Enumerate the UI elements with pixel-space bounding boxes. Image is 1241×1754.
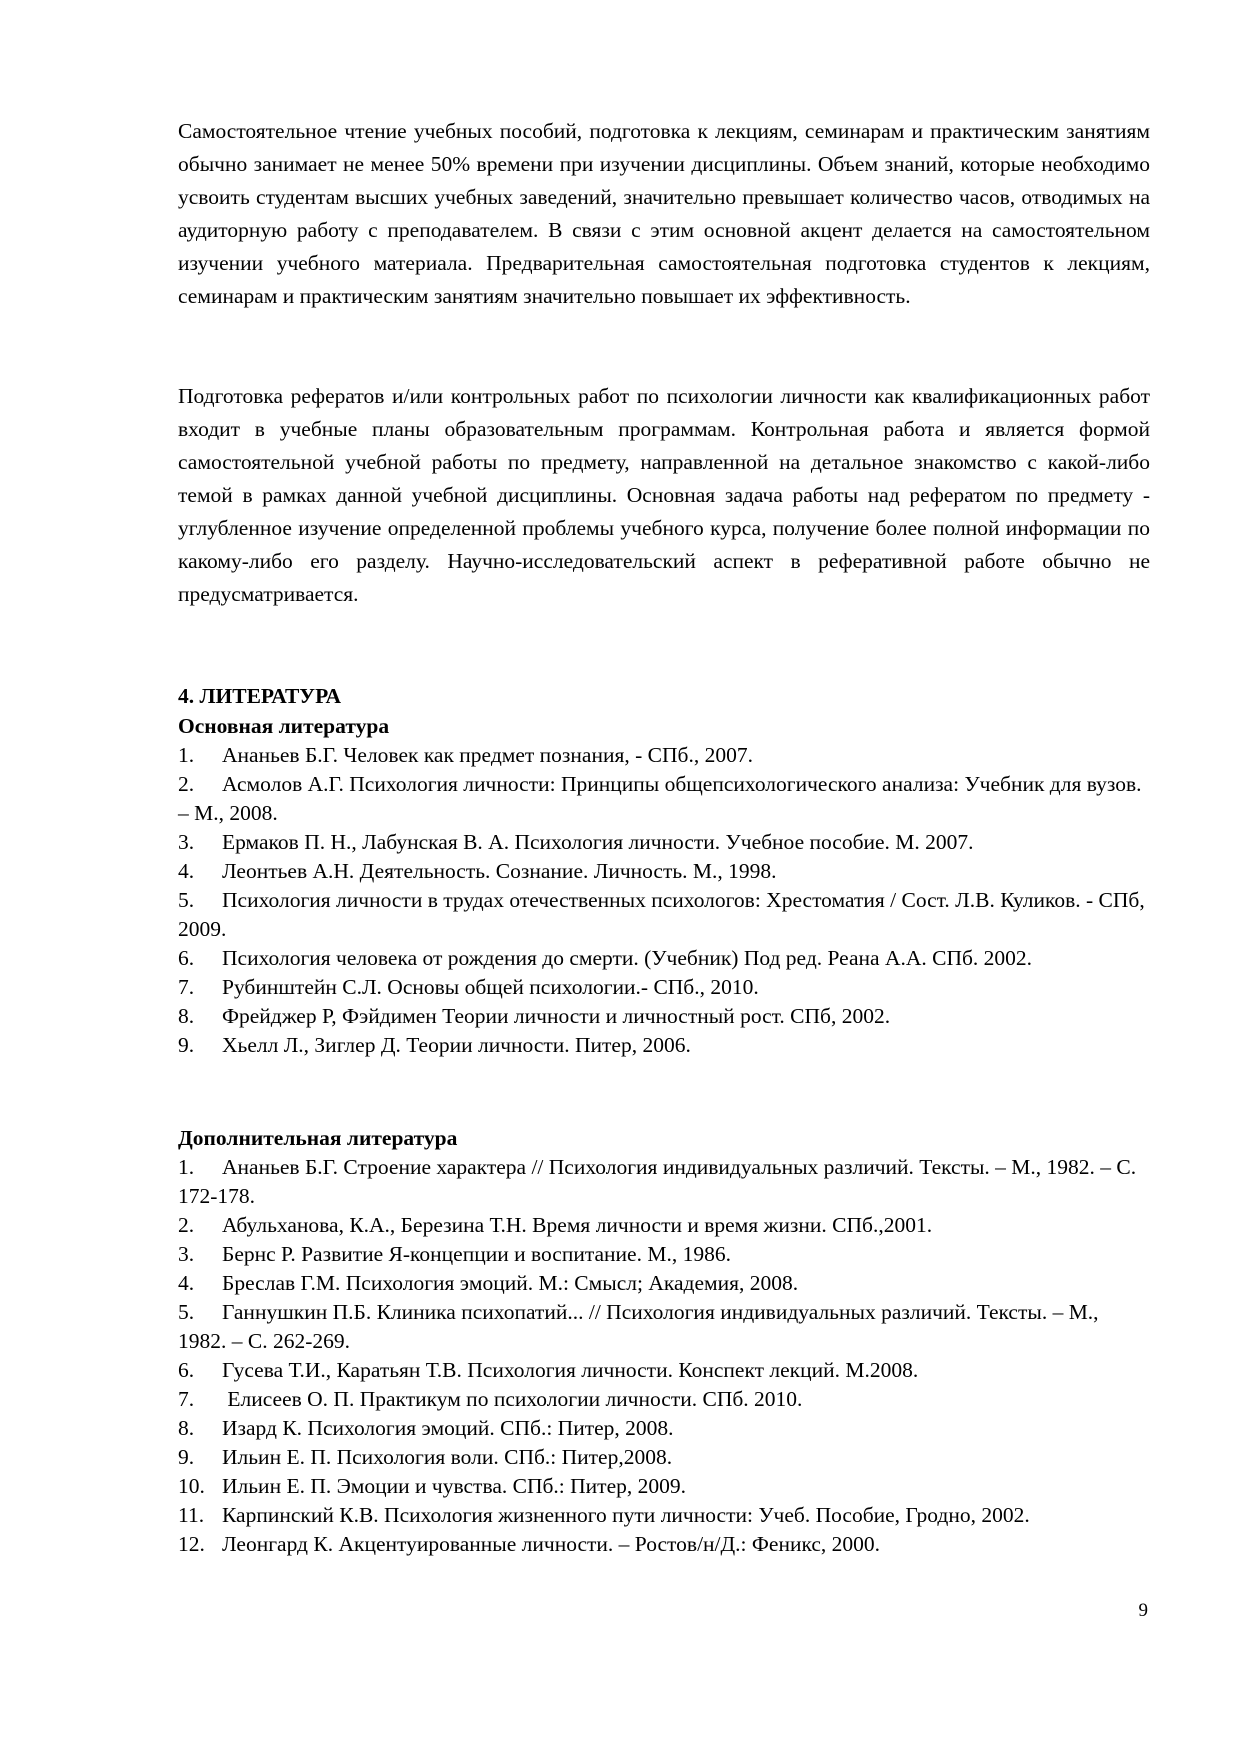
- extra-literature-list: [178, 1153, 1150, 1559]
- reference-text: Хьелл Л., Зиглер Д. Теории личности. Питер, 2006.: [222, 1033, 691, 1057]
- reference-item: [178, 973, 1150, 1002]
- reference-number: 2.: [178, 1213, 195, 1237]
- reference-number: 4.: [178, 859, 195, 883]
- reference-number: 10.: [178, 1474, 205, 1498]
- reference-item: [178, 1153, 1150, 1211]
- section-title: 4. ЛИТЕРАТУРА: [178, 684, 341, 708]
- reference-text: Карпинский К.В. Психология жизненного пути личности: Учеб. Пособие, Гродно, 2002.: [222, 1503, 1030, 1527]
- reference-number: 6.: [178, 946, 195, 970]
- reference-number: 1.: [178, 1155, 195, 1179]
- reference-number: 1.: [178, 743, 195, 767]
- reference-item: [178, 1002, 1150, 1031]
- reference-item: [178, 1530, 1150, 1559]
- reference-number: 9.: [178, 1445, 195, 1469]
- reference-text: Изард К. Психология эмоций. СПб.: Питер, 2008.: [222, 1416, 674, 1440]
- reference-item: [178, 1269, 1150, 1298]
- reference-text: Ананьев Б.Г. Человек как предмет познания, - СПб., 2007.: [222, 743, 753, 767]
- reference-number: 8.: [178, 1004, 195, 1028]
- reference-item: [178, 944, 1150, 973]
- reference-text: Психология личности в трудах отечественных психологов: Хрестоматия / Сост. Л.В. Куликов. - СПб, 2009.: [178, 888, 1145, 941]
- reference-number: 8.: [178, 1416, 195, 1440]
- reference-number: 7.: [178, 975, 195, 999]
- reference-text: Психология человека от рождения до смерти. (Учебник) Под ред. Реана А.А. СПб. 2002.: [222, 946, 1033, 970]
- reference-text: Бреслав Г.М. Психология эмоций. М.: Смысл; Академия, 2008.: [222, 1271, 799, 1295]
- reference-item: [178, 1414, 1150, 1443]
- extra-literature-section: [178, 1123, 1150, 1559]
- reference-text: Гусева Т.И., Каратьян Т.В. Психология личности. Конспект лекций. М.2008.: [222, 1358, 919, 1382]
- extra-literature-title: Дополнительная литература: [178, 1126, 458, 1150]
- reference-item: [178, 1385, 1150, 1414]
- reference-number: 2.: [178, 772, 195, 796]
- reference-text: Ильин Е. П. Психология воли. СПб.: Питер,2008.: [222, 1445, 673, 1469]
- reference-text: Бернс Р. Развитие Я-концепции и воспитание. М., 1986.: [222, 1242, 731, 1266]
- reference-text: Леонтьев А.Н. Деятельность. Сознание. Личность. М., 1998.: [222, 859, 777, 883]
- page-number: 9: [1138, 1600, 1148, 1621]
- reference-number: 7.: [178, 1387, 195, 1411]
- reference-item: [178, 1501, 1150, 1530]
- main-literature-list: [178, 741, 1150, 1060]
- reference-item: [178, 1211, 1150, 1240]
- reference-text: Ермаков П. Н., Лабунская В. А. Психология личности. Учебное пособие. М. 2007.: [222, 830, 974, 854]
- reference-text: Ильин Е. П. Эмоции и чувства. СПб.: Питер, 2009.: [222, 1474, 686, 1498]
- paragraph-2-block: [178, 380, 1150, 611]
- main-literature-title: Основная литература: [178, 714, 390, 738]
- literature-section: [178, 681, 1150, 1060]
- reference-item: [178, 741, 1150, 770]
- reference-number: 3.: [178, 1242, 195, 1266]
- reference-item: [178, 770, 1150, 828]
- reference-item: [178, 1356, 1150, 1385]
- reference-number: 3.: [178, 830, 195, 854]
- reference-item: [178, 1240, 1150, 1269]
- reference-text: Леонгард К. Акцентуированные личности. – Ростов/н/Д.: Феникс, 2000.: [222, 1532, 881, 1556]
- reference-text: Асмолов А.Г. Психология личности: Принципы общепсихологического анализа: Учебник для вузов. – М., 2008.: [178, 772, 1142, 825]
- reference-text: Ананьев Б.Г. Строение характера // Психология индивидуальных различий. Тексты. – М., 1982. – С. 172-178.: [178, 1155, 1137, 1208]
- reference-item: [178, 1472, 1150, 1501]
- reference-number: 12.: [178, 1532, 205, 1556]
- reference-number: 6.: [178, 1358, 195, 1382]
- reference-number: 5.: [178, 1300, 195, 1324]
- reference-number: 9.: [178, 1033, 195, 1057]
- paragraph: Самостоятельное чтение учебных пособий, подготовка к лекциям, семинарам и практическим занятиям обычно занимает не менее 50% времени при изучении дисциплины. Объем знаний, которые необходимо усвоить студентам высших учебных заведений, значительно превышает количество часов, отводимых на аудиторную работу с преподавателем. В связи с этим основной акцент делается на самостоятельном изучении учебного материала. Предварительная самостоятельная подготовка студентов к лекциям, семинарам и практическим занятиям значительно повышает их эффективность.: [178, 119, 1150, 308]
- reference-item: [178, 886, 1150, 944]
- reference-text: Ганнушкин П.Б. Клиника психопатий... // Психология индивидуальных различий. Тексты. – М., 1982. – С. 262-269.: [178, 1300, 1099, 1353]
- reference-number: 5.: [178, 888, 195, 912]
- reference-item: [178, 1443, 1150, 1472]
- reference-item: [178, 1298, 1150, 1356]
- reference-number: 11.: [178, 1503, 205, 1527]
- reference-item: [178, 857, 1150, 886]
- reference-text: Рубинштейн С.Л. Основы общей психологии.- СПб., 2010.: [222, 975, 759, 999]
- paragraph: Подготовка рефератов и/или контрольных работ по психологии личности как квалификационных работ входит в учебные планы образовательным программам. Контрольная работа и является формой самостоятельной учебной работы по предмету, направленной на детальное знакомство с какой-либо темой в рамках данной учебной дисциплины. Основная задача работы над рефератом по предмету - углубленное изучение определенной проблемы учебного курса, получение более полной информации по какому-либо его разделу. Научно-исследовательский аспект в реферативной работе обычно не предусматривается.: [178, 384, 1150, 606]
- reference-text: Абульханова, К.А., Березина Т.Н. Время личности и время жизни. СПб.,2001.: [222, 1213, 933, 1237]
- reference-number: 4.: [178, 1271, 195, 1295]
- reference-item: [178, 1031, 1150, 1060]
- reference-text: Елисеев О. П. Практикум по психологии личности. СПб. 2010.: [222, 1387, 803, 1411]
- reference-text: Фрейджер Р, Фэйдимен Теории личности и личностный рост. СПб, 2002.: [222, 1004, 891, 1028]
- paragraph-1-block: [178, 115, 1150, 313]
- reference-item: [178, 828, 1150, 857]
